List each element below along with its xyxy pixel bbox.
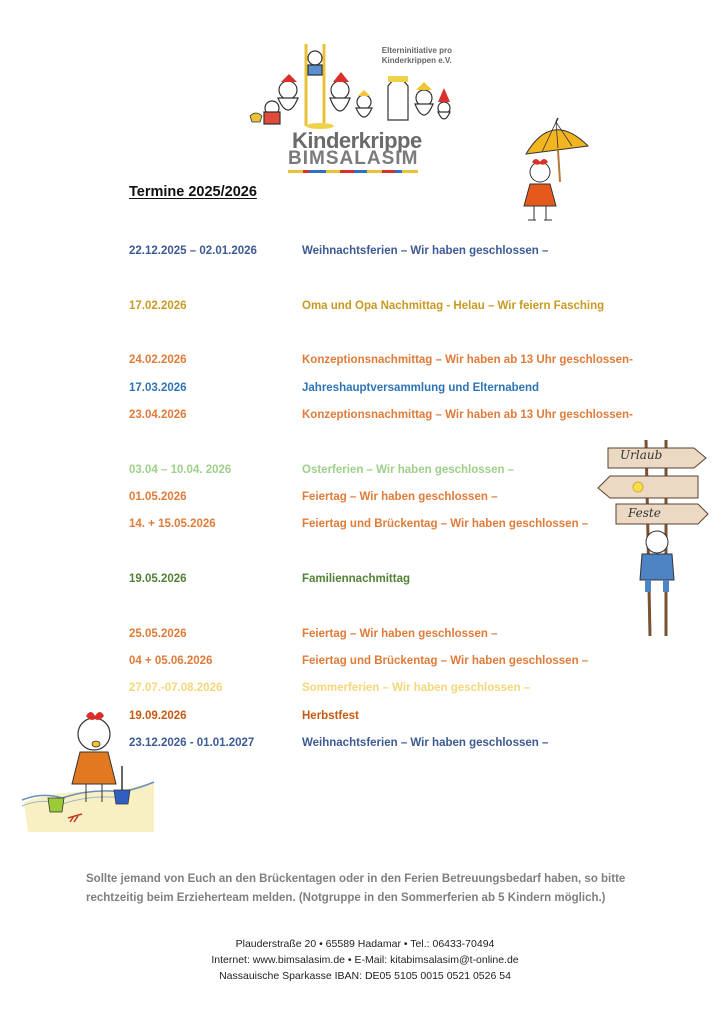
sign-urlaub: Urlaub [620, 448, 663, 462]
event-description: Weihnachtsferien – Wir haben geschlossen – [302, 245, 549, 257]
signpost-illustration [594, 436, 710, 642]
logo-org-line2: Kinderkrippen e.V. [381, 56, 452, 65]
event-description: Konzeptionsnachmittag – Wir haben ab 13 Uhr geschlossen- [302, 354, 633, 366]
footer-web-email: Internet: www.bimsalasim.de • E-Mail: kitabimsalasim@t-online.de [211, 954, 519, 966]
footer-address: Plauderstraße 20 • 65589 Hadamar • Tel.: 06433-70494 [235, 938, 495, 950]
event-description: Jahreshauptversammlung und Elternabend [302, 382, 540, 394]
footer-contact [150, 936, 580, 984]
event-description: Feiertag und Brückentag – Wir haben geschlossen – [302, 655, 589, 667]
logo-org-line1: Elterninitiative pro [381, 46, 452, 55]
logo-letter: A [367, 148, 382, 173]
beach-girl-illustration [18, 706, 158, 836]
logo-letter: I [395, 148, 401, 173]
event-date: 22.12.2025 – 02.01.2026 [129, 245, 257, 257]
logo-letter: A [340, 148, 355, 173]
logo-letter: S [326, 148, 340, 173]
logo-letter: B [288, 148, 303, 173]
event-description: Feiertag – Wir haben geschlossen – [302, 628, 498, 640]
logo-letter: L [354, 148, 367, 173]
logo-org-name [382, 46, 452, 66]
logo-letter: S [382, 148, 396, 173]
event-date: 27.07.-07.08.2026 [129, 682, 223, 694]
event-description: Feiertag – Wir haben geschlossen – [302, 491, 498, 503]
page-title: Termine 2025/2026 [129, 184, 257, 200]
event-date: 23.04.2026 [129, 409, 187, 421]
event-date: 04 + 05.06.2026 [129, 655, 213, 667]
event-description: Familiennachmittag [302, 573, 410, 585]
event-date: 03.04 – 10.04. 2026 [129, 464, 232, 476]
event-date: 01.05.2026 [129, 491, 187, 503]
event-date: 24.02.2026 [129, 354, 187, 366]
event-description: Sommerferien – Wir haben geschlossen – [302, 682, 531, 694]
event-description: Weihnachtsferien – Wir haben geschlossen – [302, 737, 549, 749]
event-description: Feiertag und Brückentag – Wir haben geschlossen – [302, 518, 589, 530]
event-date: 19.09.2026 [129, 710, 187, 722]
event-date: 23.12.2026 - 01.01.2027 [129, 737, 255, 749]
event-description: Konzeptionsnachmittag – Wir haben ab 13 Uhr geschlossen- [302, 409, 633, 421]
umbrella-girl-illustration [512, 116, 594, 224]
event-date: 14. + 15.05.2026 [129, 518, 216, 530]
event-description: Oma und Opa Nachmittag - Helau – Wir feiern Fasching [302, 300, 605, 312]
logo-name-line1: Kinderkrippe [292, 128, 422, 153]
logo-name-line2 [288, 148, 418, 173]
logo-letter: M [309, 148, 326, 173]
logo-letter: M [402, 148, 419, 173]
footer-bank: Nassauische Sparkasse IBAN: DE05 5105 0015 0521 0526 54 [219, 970, 511, 982]
logo [248, 40, 458, 168]
event-description: Osterferien – Wir haben geschlossen – [302, 464, 515, 476]
sign-feste: Feste [628, 506, 661, 520]
event-date: 17.03.2026 [129, 382, 187, 394]
event-date: 19.05.2026 [129, 573, 187, 585]
event-date: 17.02.2026 [129, 300, 187, 312]
event-description: Herbstfest [302, 710, 359, 722]
care-needs-note: Sollte jemand von Euch an den Brückentagen oder in den Ferien Betreuungsbedarf haben, so bitte rechtzeitig beim Erzieherteam melden. (Notgruppe in den Sommerferien ab 5 Kindern möglich.) [86, 873, 626, 904]
logo-letter: I [303, 148, 309, 173]
event-date: 25.05.2026 [129, 628, 187, 640]
